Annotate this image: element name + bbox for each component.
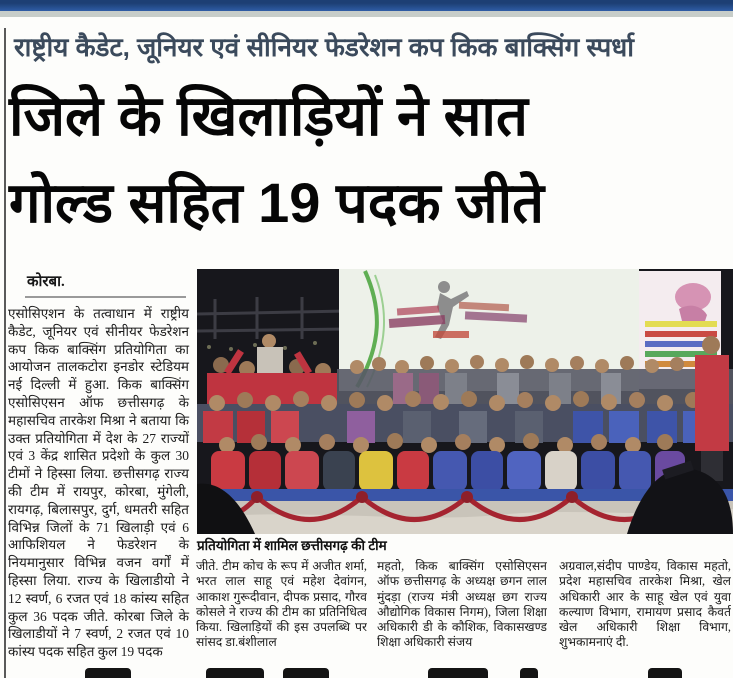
cutoff-headline-fragment bbox=[648, 668, 682, 678]
team-photo-illustration bbox=[197, 269, 733, 534]
article-column-2: जीते. टीम कोच के रूप में अजीत शर्मा, भरत लाल साहू एवं महेश देवांगन, आकाश गुरूदीवान, दीपक प्रसाद, गौरव कोसले ने राज्य की टीम का प्रतिनिधित्व किया. खिलाड़ियों की इस उपलब्धि पर सांसद डा.बंशीलाल bbox=[196, 559, 367, 650]
article-column-3: महतो, किक बाक्सिंग एसोसिएसन ऑफ छत्तीसगढ़ के अध्यक्ष छगन लाल मुंदड़ा (राज्य मंत्री अध्यक्ष छग राज्य औद्योगिक विकास निगम), जिला शिक्षा अधिकारी डी के कौशिक, विकासखण्ड शिक्षा अधिकारी संजय bbox=[377, 559, 547, 650]
dateline-underline bbox=[25, 296, 186, 298]
headline-line-2: गोल्ड सहित 19 पदक जीते bbox=[9, 171, 545, 234]
cutoff-headline-fragment bbox=[206, 668, 264, 678]
cutoff-headline-fragment bbox=[85, 668, 131, 678]
kicker-line: राष्ट्रीय कैडेट, जूनियर एवं सीनियर फेडरेशन कप किक बाक्सिंग स्पर्धा bbox=[14, 32, 635, 62]
headline-line-1: जिले के खिलाड़ियों ने सात bbox=[9, 84, 528, 147]
cutoff-headline-fragment bbox=[520, 668, 538, 678]
cutoff-headline-fragment bbox=[283, 668, 329, 678]
masthead-gray-strip bbox=[0, 11, 733, 17]
masthead-blue-bar bbox=[0, 0, 733, 11]
article-column-1: एसोसिएशन के तत्वाधान में राष्ट्रीय कैडेट, जूनियर एवं सीनीयर फेडरेशन कप किक बाक्सिंग प्रतियोगिता का आयोजन तालकटोरा इनडोर स्टेडियम नई दिल्ली में हुआ. किक बाक्सिंग एसोसिएसन ऑफ छत्तीसगढ़ के महासचिव तारकेश मिश्रा ने बताया कि उक्त प्रतियोगिता में देश के 27 राज्यों एवं 3 केंद्र शासित प्रदेशो के कुल 30 टीमों ने हिस्सा लिया. छत्तीसगढ़ राज्य की टीम में रायपुर, कोरबा, मुंगेली, रायगढ़, बिलासपुर, दुर्ग, धमतरी सहित विभिन्न जिलों के 71 खिलाड़ी एवं 6 आफिशियल ने फेडरेशन के नियमानुसार विभिन्न वजन वर्गों में हिस्सा लिया. राज्य के खिलाडीयो ने 12 स्वर्ण, 6 रजत एवं 18 कांस्य सहित कुल 36 पदक जीते. कोरबा जिले के खिलाडीयों ने 7 स्वर्ण, 2 रजत एवं 10 कांस्य पदक सहित कुल 19 पदक bbox=[8, 306, 189, 660]
photo-caption: प्रतियोगिता में शामिल छत्तीसगढ़ की टीम bbox=[197, 538, 387, 553]
team-photo bbox=[197, 269, 733, 534]
cutoff-headline-fragment bbox=[428, 668, 488, 678]
dateline: कोरबा. bbox=[27, 274, 65, 290]
column-rule-left bbox=[4, 28, 6, 678]
article-column-4: अग्रवाल,संदीप पाण्डेय, विकास महतो, प्रदेश महासचिव तारकेश मिश्रा, खेल अधिकारी आर के साहू खेल एवं युवा कल्याण विभाग, रामायण प्रसाद कैवर्त खेल अधिकारी शिक्षा विभाग, शुभकामनाएं दी. bbox=[559, 559, 731, 650]
main-headline bbox=[9, 72, 729, 246]
